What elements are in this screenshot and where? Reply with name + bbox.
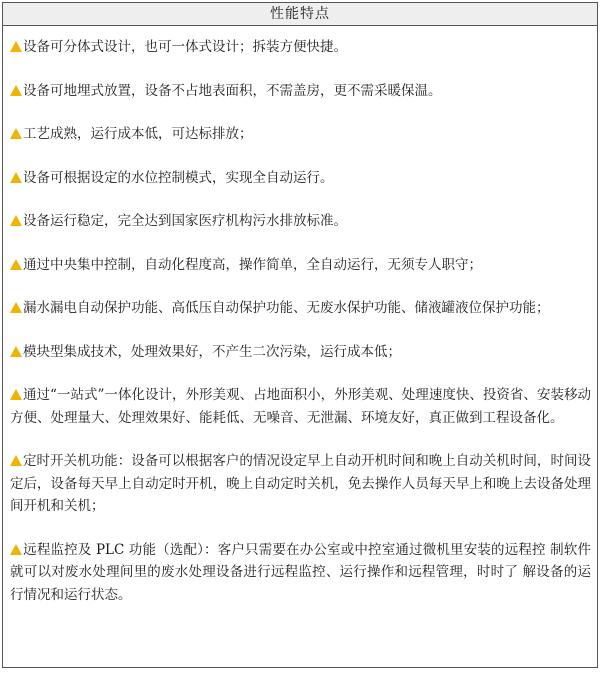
feature-text: 定时开关机功能：设备可以根据客户的情况设定早上自动开机时间和晚上自动关机时间，时间设定后，设备每天早上自动定时开机，晚上自动定时关机，免去操作人员每天早上和晚上去设备处理间开机和关机；	[10, 453, 591, 514]
feature-text: 模块型集成技术，处理效果好，不产生二次污染，运行成本低；	[23, 343, 401, 360]
feature-text: 漏水漏电自动保护功能、高低压自动保护功能、无废水保护功能、储液罐液位保护功能；	[23, 300, 550, 316]
triangle-bullet-icon	[10, 544, 22, 555]
triangle-bullet-icon	[10, 346, 22, 357]
features-list	[3, 26, 597, 606]
feature-item-8	[10, 341, 591, 364]
triangle-bullet-icon	[10, 41, 22, 52]
feature-item-11	[10, 539, 591, 607]
feature-item-9	[10, 384, 591, 429]
feature-item-10	[10, 450, 591, 518]
features-table	[2, 2, 598, 668]
triangle-bullet-icon	[10, 389, 22, 400]
feature-item-3	[10, 123, 591, 146]
feature-text: 设备可根据设定的水位控制模式，实现全自动运行。	[23, 169, 334, 186]
feature-text: 设备可地埋式放置，设备不占地表面积，不需盖房，更不需采暖保温。	[23, 82, 442, 99]
triangle-bullet-icon	[10, 302, 22, 313]
triangle-bullet-icon	[10, 128, 22, 139]
feature-item-6	[10, 254, 591, 277]
triangle-bullet-icon	[10, 172, 22, 183]
feature-text: 工艺成熟，运行成本低，可达标排放；	[23, 126, 253, 142]
feature-text: 设备可分体式设计，也可一体式设计；拆装方便快捷。	[23, 39, 347, 55]
feature-item-2	[10, 80, 591, 103]
feature-text: 通过中央集中控制，自动化程度高，操作简单，全自动运行，无须专人职守；	[23, 256, 482, 273]
triangle-bullet-icon	[10, 215, 22, 226]
triangle-bullet-icon	[10, 455, 22, 466]
triangle-bullet-icon	[10, 85, 22, 96]
table-header: 性能特点	[3, 3, 597, 26]
feature-item-4	[10, 167, 591, 190]
feature-text: 远程监控及 PLC 功能（选配）：客户只需要在办公室或中控室通过微机里安装的远程控 制软件就可以对废水处理间里的废水处理设备进行远程监控、运行操作和远程管理，时时了 解设备的运行情况和运行状态。	[10, 541, 591, 603]
feature-item-1	[10, 36, 591, 59]
triangle-bullet-icon	[10, 259, 22, 270]
feature-text: 设备运行稳定，完全达到国家医疗机构污水排放标准。	[23, 213, 347, 229]
feature-item-7	[10, 297, 591, 320]
feature-text: 通过“一站式”一体化设计，外形美观、占地面积小，外形美观、处理速度快、投资省、安装移动方便、处理量大、处理效果好、能耗低、无噪音、无泄漏、环境友好，真正做到工程设备化。	[10, 387, 591, 426]
feature-item-5	[10, 210, 591, 233]
